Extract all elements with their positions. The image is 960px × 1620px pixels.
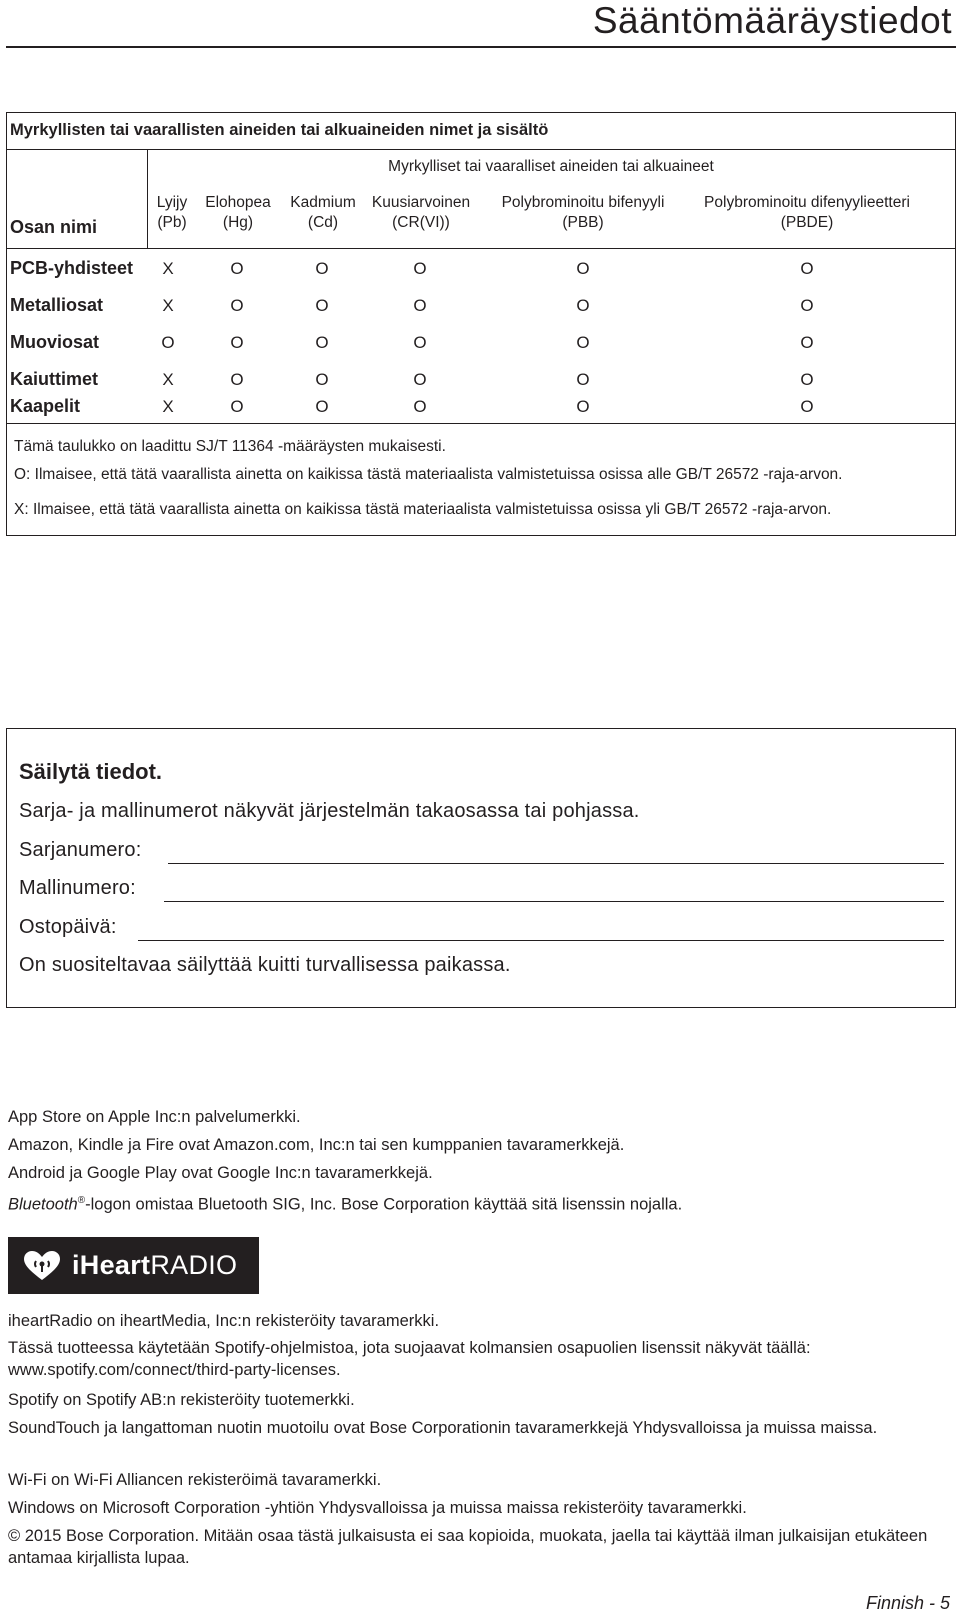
table-cell: O: [413, 397, 427, 416]
trademark-amazon: Amazon, Kindle ja Fire ovat Amazon.com, Inc:n tai sen kumppanien tavaramerkkejä.: [8, 1136, 625, 1154]
table-cell: O: [576, 259, 590, 278]
table-cell: O: [315, 333, 329, 352]
purchase-date-label: Ostopäivä:: [19, 916, 117, 938]
table-note-o: O: Ilmaisee, että tätä vaarallista ainetta on kaikissa tästä materiaalista valmistetuissa osissa alle GB/T 26572 -raja-arvon.: [14, 466, 843, 483]
copyright-notice: © 2015 Bose Corporation. Mitään osaa tästä julkaisusta ei saa kopioida, muokata, jaella tai käyttää ilman julkaisijan etukäteen antamaa kirjallista lupaa.: [8, 1527, 928, 1567]
hazardous-substances-table: [6, 112, 956, 536]
table-cell: O: [576, 296, 590, 315]
bluetooth-text: -logon omistaa Bluetooth SIG, Inc. Bose Corporation käyttää sitä lisenssin nojalla.: [85, 1195, 683, 1214]
table-cell: O: [161, 333, 175, 352]
serial-number-field: [168, 863, 944, 864]
table-cell: O: [230, 397, 244, 416]
table-divider: [7, 423, 955, 424]
table-cell: O: [576, 397, 590, 416]
table-cell: O: [413, 370, 427, 389]
iheartradio-wordmark: iHeartRADIO: [72, 1250, 238, 1280]
table-cell: O: [315, 259, 329, 278]
receipt-note: On suositeltavaa säilyttää kuitti turvallisessa paikassa.: [19, 954, 511, 976]
page-title: Sääntömääräystiedot: [592, 0, 952, 41]
table-cell: O: [576, 333, 590, 352]
keep-info-title: Säilytä tiedot.: [19, 759, 163, 784]
keep-info-intro: Sarja- ja mallinumerot näkyvät järjestelmän takaosassa tai pohjassa.: [19, 800, 640, 822]
column-header-pbde: Polybrominoitu difenyylieetteri (PBDE): [704, 194, 910, 231]
trademark-bluetooth: [8, 1190, 682, 1216]
column-header-pbb: Polybrominoitu bifenyyli (PBB): [501, 194, 665, 231]
table-cell: O: [315, 370, 329, 389]
trademark-windows: Windows on Microsoft Corporation -yhtiön Yhdysvalloissa ja muissa maissa rekisteröity tavaramerkki.: [8, 1499, 747, 1517]
table-divider: [7, 149, 955, 150]
bluetooth-word: Bluetooth: [8, 1195, 78, 1214]
table-cell: O: [315, 397, 329, 416]
iheartradio-logo: [8, 1237, 259, 1294]
registered-mark: ®: [77, 1195, 86, 1206]
iheartradio-heart-icon: [20, 1249, 64, 1283]
row-label-cables: Kaapelit: [10, 396, 81, 416]
table-cell: O: [230, 296, 244, 315]
trademark-soundtouch: SoundTouch ja langattoman nuotin muotoilu ovat Bose Corporationin tavaramerkkejä Yhdysvalloissa ja muissa maissa.: [8, 1419, 878, 1437]
trademark-app-store: App Store on Apple Inc:n palvelumerkki.: [8, 1108, 301, 1126]
table-cell: O: [576, 370, 590, 389]
table-cell: O: [800, 370, 814, 389]
purchase-date-field: [138, 940, 944, 941]
table-caption: Myrkyllisten tai vaarallisten aineiden tai alkuaineiden nimet ja sisältö: [10, 121, 549, 139]
table-cell: X: [162, 397, 174, 416]
table-note: Tämä taulukko on laadittu SJ/T 11364 -määräysten mukaisesti.: [14, 438, 446, 455]
trademark-android: Android ja Google Play ovat Google Inc:n tavaramerkkejä.: [8, 1164, 433, 1182]
table-cell: O: [800, 296, 814, 315]
table-cell: O: [413, 296, 427, 315]
table-cell: O: [800, 397, 814, 416]
table-cell: O: [800, 333, 814, 352]
column-header-cd: Kadmium (Cd): [290, 194, 356, 231]
row-label-metal: Metalliosat: [10, 295, 104, 315]
table-cell: O: [230, 333, 244, 352]
column-header-crvi: Kuusiarvoinen (CR(VI)): [371, 194, 471, 231]
serial-number-label: Sarjanumero:: [19, 839, 142, 861]
table-divider: [7, 248, 955, 249]
table-cell: O: [230, 370, 244, 389]
row-label-pcb: PCB-yhdisteet: [10, 258, 134, 278]
part-name-header: Osan nimi: [10, 217, 98, 237]
table-cell: O: [230, 259, 244, 278]
table-cell: O: [315, 296, 329, 315]
trademark-spotify: Spotify on Spotify AB:n rekisteröity tuotemerkki.: [8, 1391, 355, 1409]
table-cell: O: [413, 259, 427, 278]
title-divider: [6, 46, 956, 48]
model-number-field: [164, 901, 944, 902]
table-cell: O: [800, 259, 814, 278]
group-header: Myrkylliset tai vaaralliset aineiden tai alkuaineet: [388, 158, 714, 175]
column-header-pb: Lyijy (Pb): [156, 194, 188, 231]
trademark-iheartradio: iheartRadio on iheartMedia, Inc:n rekisteröity tavaramerkki.: [8, 1312, 440, 1330]
table-note-x: X: Ilmaisee, että tätä vaarallista ainetta on kaikissa tästä materiaalista valmistetuissa osissa yli GB/T 26572 -raja-arvon.: [14, 501, 832, 518]
table-cell: X: [162, 296, 174, 315]
row-label-plastic: Muoviosat: [10, 332, 100, 352]
table-cell: X: [162, 370, 174, 389]
table-cell: X: [162, 259, 174, 278]
row-label-speakers: Kaiuttimet: [10, 369, 99, 389]
column-header-hg: Elohopea (Hg): [205, 194, 271, 231]
page-footer: Finnish - 5: [865, 1593, 950, 1613]
trademark-spotify-software: Tässä tuotteessa käytetään Spotify-ohjelmistoa, jota suojaavat kolmansien osapuolien lisenssit näkyvät täällä: www.spotify.com/connect/third-party-licenses.: [8, 1339, 811, 1379]
keep-info-box: [6, 728, 956, 1008]
model-number-label: Mallinumero:: [19, 877, 136, 899]
table-cell: O: [413, 333, 427, 352]
trademark-wifi: Wi-Fi on Wi-Fi Alliancen rekisteröimä tavaramerkki.: [8, 1471, 382, 1489]
